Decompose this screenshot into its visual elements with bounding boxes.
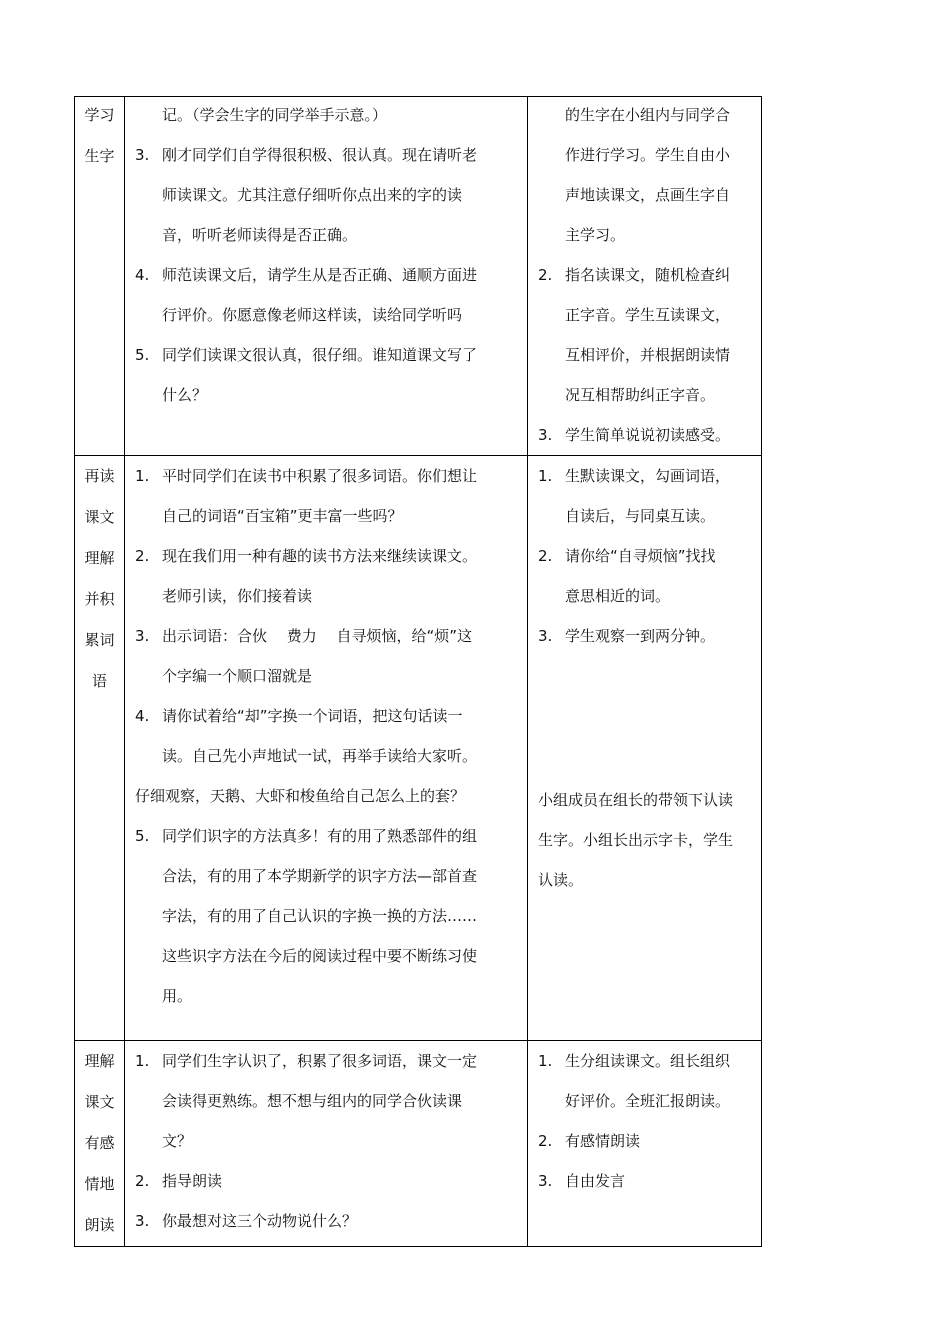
item-number: 1. (135, 1052, 150, 1070)
text-line: 读。自己先小声地试一试，再举手读给大家听。 (162, 747, 478, 765)
text-line: 这些识字方法在今后的阅读过程中要不断练习使 (162, 947, 478, 965)
stage-label: 朗读 (84, 1216, 115, 1234)
list-item (135, 1161, 521, 1201)
text-line: 师读课文。尤其注意仔细听你点出来的字的读 (162, 186, 463, 204)
list-item (135, 696, 521, 776)
stage-label: 课文 (84, 1093, 115, 1111)
text-line: 你最想对这三个动物说什么？ (162, 1212, 358, 1230)
text-line: 小组成员在组长的带领下认读 (538, 791, 734, 809)
text-line: 合法，有的用了本学期新学的识字方法—部首查 (162, 867, 478, 885)
list-item (135, 1041, 521, 1161)
text-line: 同学们生字认识了，积累了很多词语，课文一定 (162, 1052, 478, 1070)
text-line: 音，听听老师读得是否正确。 (162, 226, 358, 244)
item-number: 5. (135, 346, 150, 364)
table-row (75, 97, 762, 456)
item-number: 4. (135, 266, 150, 284)
text-line: 有感情朗读 (565, 1132, 641, 1150)
text-line: 平时同学们在读书中积累了很多词语。你们想让 (162, 467, 478, 485)
text-line: 自读后，与同桌互读。 (565, 507, 716, 525)
text-line: 正字音。学生互读课文， (565, 306, 731, 324)
stage-label: 学习 (84, 106, 115, 124)
item-number: 1. (135, 467, 150, 485)
text-line: 作进行学习。学生自由小 (565, 146, 731, 164)
stage-label: 生字 (84, 147, 115, 165)
list-item (135, 135, 521, 255)
text-line: 认读。 (538, 871, 584, 889)
text-line: 同学们读课文很认真，很仔细。谁知道课文写了 (162, 346, 478, 364)
text-line: 仔细观察，天鹅、大虾和梭鱼给自己怎么上的套？ (135, 787, 466, 805)
text-line: 现在我们用一种有趣的读书方法来继续读课文。 (162, 547, 478, 565)
text-line: 生默读课文，勾画词语， (565, 467, 731, 485)
list-item (538, 255, 757, 415)
list-item (135, 335, 521, 415)
text-line: 文？ (162, 1132, 193, 1150)
student-activity-cell (528, 97, 762, 456)
text-line: 生字。小组长出示字卡，学生 (538, 831, 734, 849)
text-line: 互相评价，并根据朗读情 (565, 346, 731, 364)
stage-label: 累词 (84, 631, 115, 649)
text-line: 老师引读，你们接着读 (162, 587, 313, 605)
item-number: 3. (538, 627, 553, 645)
stage-label: 情地 (84, 1175, 115, 1193)
text-line: 学生观察一到两分钟。 (565, 627, 716, 645)
item-number: 2. (538, 266, 553, 284)
text-line: 指导朗读 (162, 1172, 223, 1190)
student-activity-cell (528, 456, 762, 1041)
text-line: 声地读课文，点画生字自 (565, 186, 731, 204)
stage-cell (75, 1041, 125, 1247)
table-row (75, 1041, 762, 1247)
text-line: 师范读课文后，请学生从是否正确、通顺方面进 (162, 266, 478, 284)
stage-label: 语 (91, 672, 107, 690)
text-line: 请你试着给“却”字换一个词语，把这句话读一 (162, 707, 463, 725)
list-item (135, 816, 521, 1016)
item-number: 2. (135, 547, 150, 565)
stage-label: 课文 (84, 508, 115, 526)
stage-label: 理解 (84, 1052, 115, 1070)
item-number: 3. (135, 1212, 150, 1230)
stage-label: 并积 (84, 590, 115, 608)
item-number: 3. (135, 627, 150, 645)
text-line: 字法，有的用了自己认识的字换一换的方法…… (162, 907, 478, 925)
list-item (538, 415, 757, 455)
text-line: 刚才同学们自学得很积极、很认真。现在请听老 (162, 146, 478, 164)
text-line: 什么？ (162, 386, 208, 404)
list-item (538, 536, 757, 616)
table-row (75, 456, 762, 1041)
text-line: 自己的词语“百宝箱”更丰富一些吗？ (162, 507, 403, 525)
list-item (135, 255, 521, 335)
text-line: 会读得更熟练。想不想与组内的同学合伙读课 (162, 1092, 463, 1110)
text-line: 好评价。全班汇报朗读。 (565, 1092, 731, 1110)
list-item (135, 1201, 521, 1241)
stage-cell (75, 97, 125, 456)
item-number: 2. (538, 547, 553, 565)
text-line: 个字编一个顺口溜就是 (162, 667, 313, 685)
text-line: 学生简单说说初读感受。 (565, 426, 731, 444)
teacher-activity-cell (125, 456, 528, 1041)
list-item (538, 1161, 757, 1201)
text-line: 请你给“自寻烦恼”找找 (565, 547, 716, 565)
text-line: 生分组读课文。组长组织 (565, 1052, 731, 1070)
list-item (135, 536, 521, 616)
list-item (135, 456, 521, 536)
item-number: 2. (135, 1172, 150, 1190)
list-item (135, 616, 521, 696)
text-line: 主学习。 (565, 226, 626, 244)
text-line: 行评价。你愿意像老师这样读，读给同学听吗 (162, 306, 463, 324)
text-line: 自由发言 (565, 1172, 626, 1190)
text-line: 的生字在小组内与同学合 (565, 106, 731, 124)
item-number: 5. (135, 827, 150, 845)
text-line: 出示词语：合伙 费力 自寻烦恼，给“烦”这 (162, 627, 473, 645)
list-item (538, 456, 757, 536)
list-item (538, 616, 757, 656)
item-number: 3. (538, 426, 553, 444)
text-line: 况互相帮助纠正字音。 (565, 386, 716, 404)
teacher-activity-cell (125, 1041, 528, 1247)
lesson-plan-table (74, 96, 762, 1247)
text-line: 同学们识字的方法真多！有的用了熟悉部件的组 (162, 827, 478, 845)
student-activity-cell (528, 1041, 762, 1247)
stage-label: 有感 (84, 1134, 115, 1152)
item-number: 4. (135, 707, 150, 725)
stage-label: 理解 (84, 549, 115, 567)
text-line: 意思相近的词。 (565, 587, 671, 605)
item-number: 1. (538, 1052, 553, 1070)
stage-label: 再读 (84, 467, 115, 485)
item-number: 3. (135, 146, 150, 164)
item-number: 1. (538, 467, 553, 485)
text-line: 指名读课文，随机检查纠 (565, 266, 731, 284)
stage-cell (75, 456, 125, 1041)
list-item (538, 1121, 757, 1161)
text-line: 记。（学会生字的同学举手示意。） (162, 106, 388, 124)
teacher-activity-cell (125, 97, 528, 456)
item-number: 2. (538, 1132, 553, 1150)
text-line: 用。 (162, 987, 193, 1005)
item-number: 3. (538, 1172, 553, 1190)
list-item (538, 1041, 757, 1121)
